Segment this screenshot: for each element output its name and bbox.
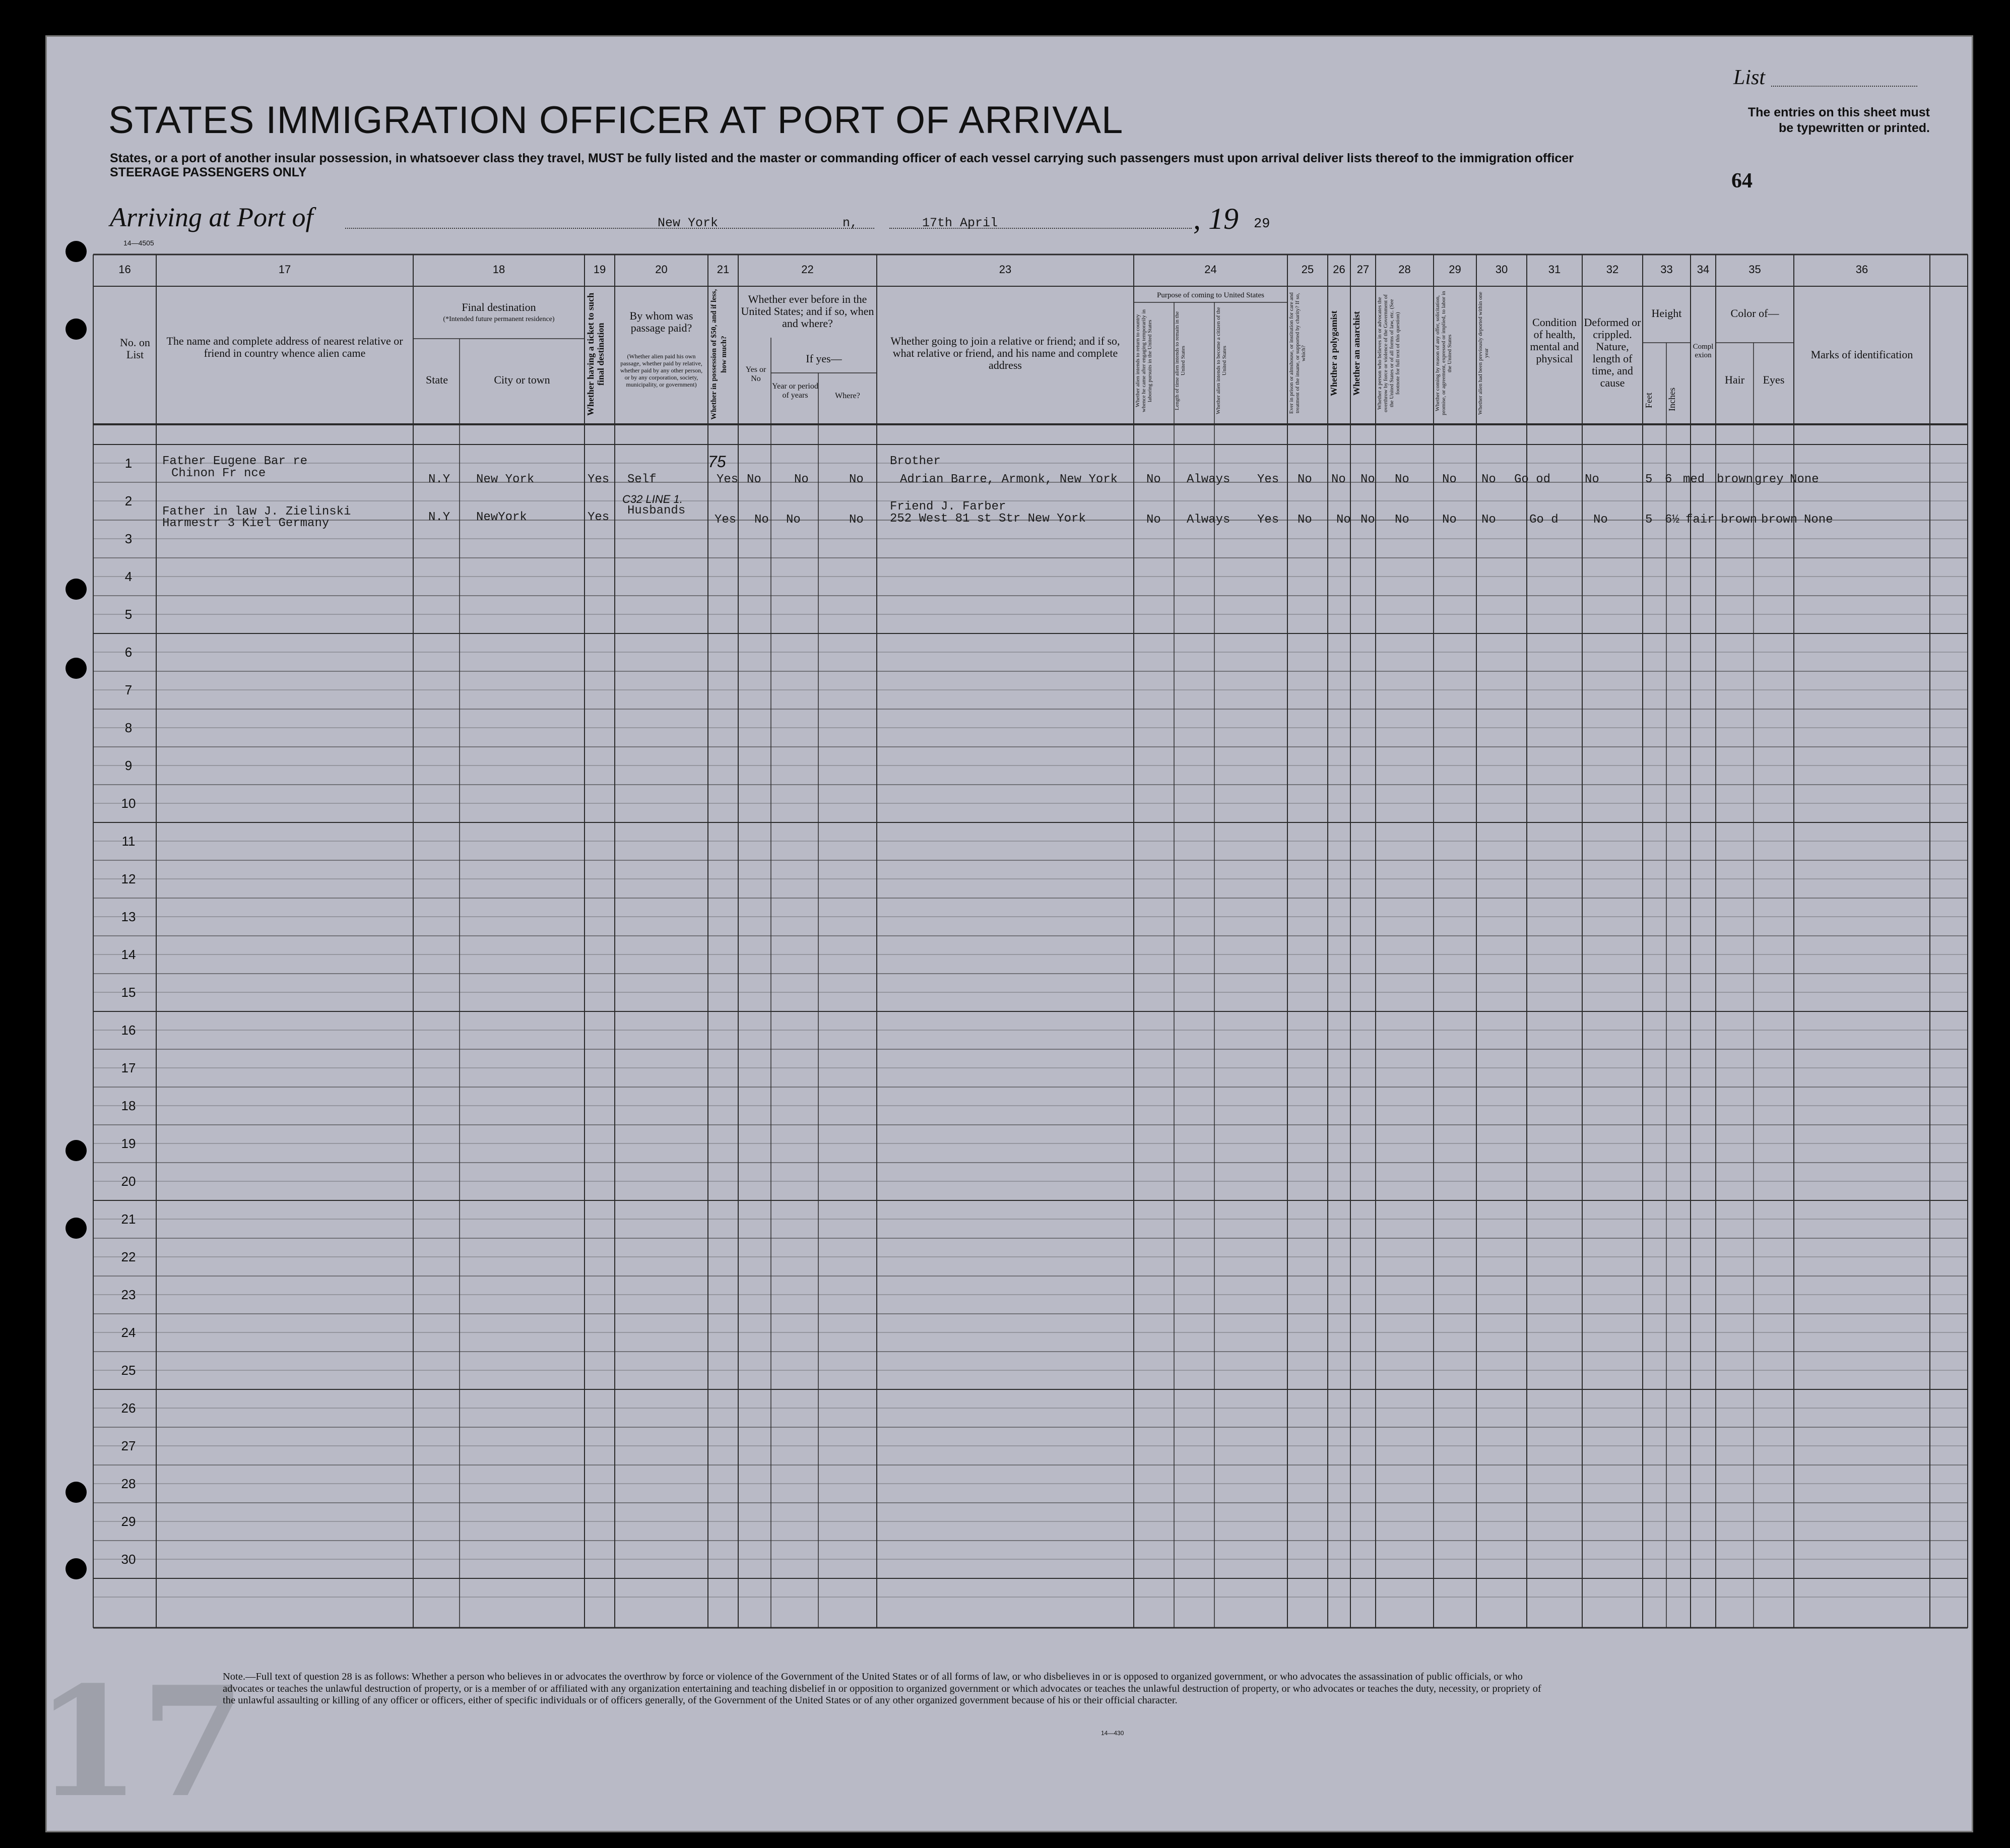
header-no-on-list: No. on List: [120, 336, 150, 361]
header-passage-paid-note: (Whether alien paid his own passage, whether paid by relative, whether paid by any other person, or by any corporation, society, municipality, or government): [620, 353, 703, 388]
row2-paid-by: Husbands: [627, 504, 686, 518]
col-number: 33: [1660, 263, 1673, 276]
row2-labor: No: [1442, 513, 1457, 527]
header-purpose-length: Length of time alien intends to remain in the United States: [1174, 311, 1186, 411]
row2-city: NewYork: [476, 511, 527, 524]
header-deformed: Deformed or crippled. Nature, length of time, and cause: [1584, 316, 1641, 389]
subtitle-line1: States, or a port of another insular possession, in whatsoever class they travel, MUST be fully listed and the master or commanding officer of each vessel carrying such passengers must upon arrival deliver lists thereof to the immigration officer: [110, 151, 1574, 165]
col-number: 25: [1301, 263, 1314, 276]
row2-eyes: brown: [1761, 513, 1798, 527]
year-value: 29: [1254, 217, 1270, 232]
date-value: 17th April: [922, 216, 998, 230]
row2-inches: 6½: [1665, 513, 1679, 527]
header-state: State: [426, 373, 448, 386]
row2-hair: brown: [1721, 513, 1758, 527]
row2-deported: No: [1481, 513, 1496, 527]
row-number: 25: [121, 1363, 136, 1378]
footnote-form-number: 14—430: [1101, 1730, 1124, 1737]
header-relative-address: The name and complete address of nearest relative or friend in country whence alien came: [166, 335, 403, 359]
row1-period: No: [794, 473, 809, 486]
arriving-label: Arriving at Port of: [110, 202, 313, 232]
row-number: 10: [121, 796, 136, 811]
row-number: 18: [121, 1098, 136, 1113]
row-number: 14: [121, 947, 136, 962]
row1-overthrow: No: [1395, 473, 1409, 486]
header-anarchist: Whether an anarchist: [1351, 311, 1361, 396]
col-number: 18: [492, 263, 505, 276]
row1-anarchist: No: [1360, 473, 1375, 486]
header-final-destination-note: (*Intended future permanent residence): [443, 315, 555, 323]
row-number: 16: [121, 1023, 136, 1038]
row-number: 7: [124, 682, 133, 697]
row1-where: No: [849, 473, 864, 486]
header-ticket: Whether having a ticket to such final destination: [586, 292, 606, 416]
row2-relative-line2: Harmestr 3 Kiel Germany: [162, 517, 330, 530]
row-number: 30: [121, 1552, 136, 1567]
row2-state: N.Y: [428, 511, 450, 524]
row2-return: No: [1146, 513, 1161, 527]
row1-money-note: 75: [708, 453, 726, 471]
header-yes-or-no: Yes or No: [745, 365, 766, 383]
col-number: 21: [717, 263, 730, 276]
col-number: 24: [1204, 263, 1217, 276]
row1-ticket: Yes: [588, 473, 610, 486]
row-number: 20: [121, 1174, 136, 1189]
row-number: 11: [121, 834, 136, 849]
col-number: 17: [278, 263, 291, 276]
row1-marks: None: [1790, 473, 1819, 486]
row-number: 15: [121, 985, 136, 1000]
header-join-relative: Whether going to join a relative or friend; and if so, what relative or friend, and his name and complete address: [890, 335, 1120, 371]
col-number: 34: [1697, 263, 1710, 276]
row1-join-line1: Brother: [890, 455, 941, 468]
col-number: 29: [1449, 263, 1461, 276]
row2-paid-by-note: C32 LINE 1.: [622, 493, 683, 505]
col-number: 19: [593, 263, 606, 276]
row1-length: Always: [1187, 473, 1230, 486]
row-number: 8: [124, 720, 133, 735]
row2-complexion: fair: [1685, 513, 1715, 527]
row2-feet: 5: [1645, 513, 1653, 527]
row-number: 1: [124, 456, 133, 471]
col-number: 28: [1398, 263, 1411, 276]
header-passage-paid: By whom was passage paid?: [629, 309, 693, 334]
row1-before: No: [747, 473, 761, 486]
header-money: Whether in possession of $50, and if less, how much?: [710, 289, 728, 420]
row2-health: Go d: [1529, 513, 1559, 527]
row2-anarchist: No: [1360, 513, 1375, 527]
row2-money: Yes: [715, 513, 737, 527]
row-number: 3: [124, 531, 133, 546]
row1-money: Yes: [717, 473, 739, 486]
row1-health: Go od: [1514, 473, 1551, 486]
col-number: 16: [118, 263, 131, 276]
header-purpose-return: Whether alien intends to return to country whence he came after engaging temporarily in laboring pursuits in the United States: [1135, 309, 1153, 413]
header-eyes: Eyes: [1763, 373, 1785, 386]
col-number: 20: [655, 263, 668, 276]
row2-deformed: No: [1593, 513, 1608, 527]
header-polygamist: Whether a polygamist: [1329, 310, 1339, 396]
header-height: Height: [1651, 307, 1682, 320]
row-number: 17: [121, 1060, 136, 1075]
header-ever-before: Whether ever before in the United States; and if so, when and where?: [741, 293, 874, 330]
col-number: 35: [1748, 263, 1761, 276]
col-number: 23: [999, 263, 1012, 276]
row2-citizen: Yes: [1257, 513, 1279, 527]
row-number: 22: [121, 1249, 136, 1264]
row-number: 4: [124, 569, 133, 584]
row2-ticket: Yes: [588, 511, 610, 524]
header-final-destination: Final destination: [462, 301, 536, 313]
subtitle-line2: STEERAGE PASSENGERS ONLY: [110, 165, 307, 179]
header-labor-offer: Whether coming by reason of any offer, solicitation, promise, or agreement, expressed or implied, to labor in the United States: [1435, 291, 1453, 416]
row1-relative-line1: Father Eugene Bar re: [162, 455, 308, 468]
header-city: City or town: [494, 373, 550, 386]
header-inches: Inches: [1667, 388, 1677, 411]
row2-overthrow: No: [1395, 513, 1409, 527]
col-number: 30: [1495, 263, 1508, 276]
row2-join-line2: 252 West 81 st Str New York: [890, 512, 1086, 526]
row-number: 19: [121, 1136, 136, 1151]
list-label: List: [1733, 66, 1766, 89]
form-number: 14—4505: [123, 239, 154, 247]
row1-city: New York: [476, 473, 535, 486]
row1-join-line2: Adrian Barre, Armonk, New York: [900, 473, 1118, 486]
row1-eyes: grey: [1755, 473, 1784, 486]
row1-labor: No: [1442, 473, 1457, 486]
row-number: 23: [121, 1287, 136, 1302]
row2-length: Always: [1187, 513, 1230, 527]
row2-period: No: [786, 513, 801, 527]
row2-marks: None: [1804, 513, 1833, 527]
row1-polygamist: No: [1331, 473, 1346, 486]
row1-relative-line2: Chinon Fr nce: [171, 467, 266, 480]
header-period: Year or period of years: [772, 382, 818, 400]
page-title: STATES IMMIGRATION OFFICER AT PORT OF ARRIVAL: [108, 99, 1124, 142]
row-number: 27: [121, 1438, 136, 1453]
row-number: 24: [121, 1325, 136, 1340]
row1-deformed: No: [1585, 473, 1599, 486]
header-if-yes: If yes—: [806, 352, 842, 365]
row1-deported: No: [1481, 473, 1496, 486]
header-deported: Whether alien had been previously deported within one year: [1477, 291, 1489, 415]
row1-prison: No: [1298, 473, 1312, 486]
row1-feet: 5: [1645, 473, 1653, 486]
entries-notice-line2: be typewritten or printed.: [1778, 121, 1930, 135]
header-feet: Feet: [1644, 393, 1654, 409]
row2-before: No: [754, 513, 769, 527]
row-number: 28: [121, 1476, 136, 1491]
col-number: 32: [1606, 263, 1619, 276]
header-purpose-citizen: Whether alien intends to become a citizen of the United States: [1215, 307, 1227, 415]
row1-complexion: med: [1683, 473, 1705, 486]
header-purpose: Purpose of coming to United States: [1157, 291, 1264, 299]
row-number: 12: [121, 871, 136, 886]
row-number: 2: [124, 493, 133, 508]
header-complexion: Complexion: [1693, 343, 1714, 359]
header-overthrow: Whether a person who believes in or advocates the overthrow by force or violence of the Government of the United States or of all forms of law, etc. (See footnote for full text of this question): [1377, 294, 1401, 412]
header-marks: Marks of identification: [1810, 348, 1913, 361]
row-number: 6: [124, 645, 133, 660]
port-value: New York: [658, 216, 719, 230]
footnote: Note.—Full text of question 28 is as follows: Whether a person who believes in or advocates the overthrow by force or violence of the Government of the United States or of all forms of law, or who disbelieves in or is opposed to organized government, or who advocates the assassination of public officials, or who advocates or teaches the unlawful destruction of property, or is a member of or affiliated with any organization entertaining and teaching disbelief in or opposition to organized government or which advocates or teaches the unlawful destruction of property, or who advocates or teaches the duty, necessity, or propriety of the unlawful assaulting or killing of any officer or officers, either of specific individuals or of officers generally, of the Government of the United States or of any other organized government because of his or their official character.: [223, 1671, 1541, 1706]
row-number: 13: [121, 909, 136, 924]
row1-state: N.Y: [428, 473, 450, 486]
header-prison: Ever in prison or almshouse, or institution for care and treatment of the insane, or supported by charity? If so, which?: [1288, 292, 1307, 414]
row-number: 26: [121, 1400, 136, 1416]
col-number: 27: [1356, 263, 1370, 276]
row-number: 29: [121, 1514, 136, 1529]
row-number: 5: [124, 607, 133, 622]
header-where: Where?: [835, 392, 860, 400]
header-color-of: Color of—: [1730, 307, 1779, 320]
header-health: Condition of health, mental and physical: [1530, 316, 1579, 365]
row1-paid-by: Self: [627, 473, 657, 486]
row1-return: No: [1146, 473, 1161, 486]
row2-where: No: [849, 513, 864, 527]
sheet-mark: 17: [35, 1653, 246, 1831]
col-number: 26: [1333, 263, 1345, 276]
n-mark: n,: [842, 216, 858, 230]
col-number: 22: [801, 263, 814, 276]
col-number: 31: [1548, 263, 1561, 276]
row1-hair: brown: [1717, 473, 1754, 486]
row1-citizen: Yes: [1257, 473, 1279, 486]
page-number: 64: [1731, 169, 1753, 193]
row2-polygamist: No: [1336, 513, 1351, 527]
row-number: 21: [121, 1212, 136, 1227]
row2-relative-line1: Father in law J. Zielinski: [162, 505, 351, 519]
row2-join-line1: Friend J. Farber: [890, 500, 1006, 514]
year-prefix: , 19: [1193, 202, 1239, 235]
row-number: 9: [124, 758, 133, 773]
col-number: 36: [1855, 263, 1868, 276]
header-hair: Hair: [1724, 373, 1745, 386]
entries-notice-line1: The entries on this sheet must: [1747, 105, 1930, 119]
row1-inches: 6: [1665, 473, 1672, 486]
row2-prison: No: [1298, 513, 1312, 527]
